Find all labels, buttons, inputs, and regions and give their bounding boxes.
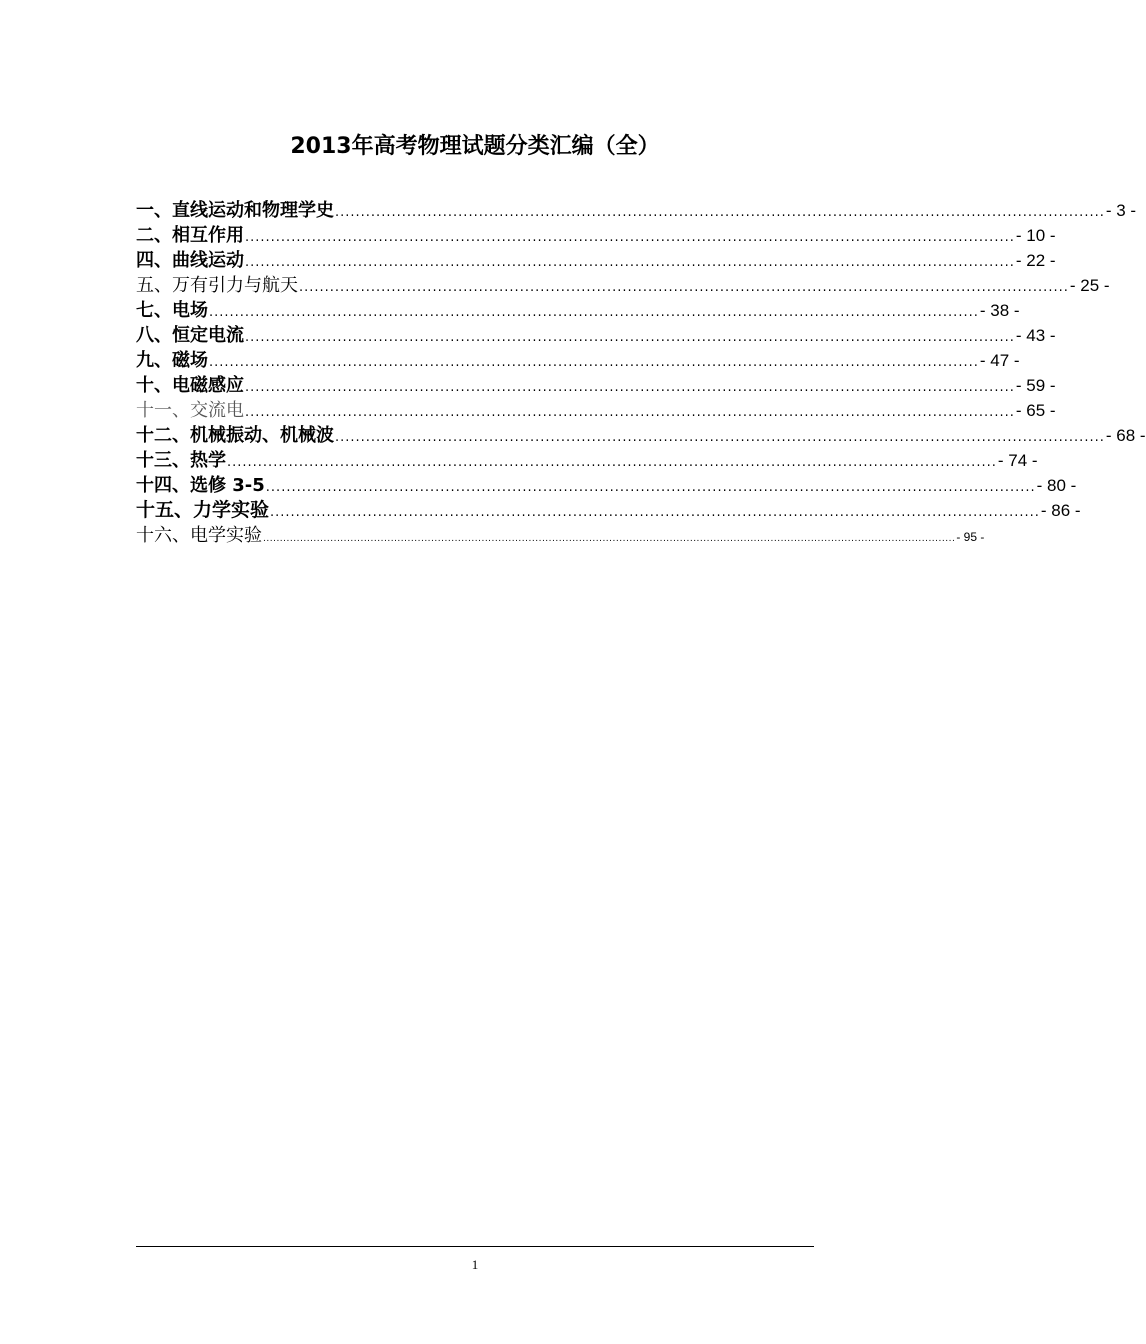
toc-entry-page: - 86 -	[1040, 501, 1081, 520]
toc-entry[interactable]	[136, 298, 1020, 323]
toc-leader-dots: ......................................................................................................................................................	[227, 455, 997, 470]
toc-entry-page: - 43 -	[1015, 326, 1056, 345]
toc-leader-dots: ......................................................................................................................................................	[209, 305, 979, 320]
toc-entry-label: 十、电磁感应	[136, 375, 244, 396]
toc-entry-label: 八、恒定电流	[136, 325, 244, 346]
toc-leader-dots: ..............................................................................................................................................................................................................	[263, 534, 956, 544]
toc-entry-page: - 65 -	[1015, 401, 1056, 420]
toc-entry-page: - 95 -	[956, 530, 985, 544]
toc-entry[interactable]	[136, 498, 1081, 523]
toc-leader-dots: ......................................................................................................................................................	[335, 430, 1105, 445]
toc-leader-dots: ......................................................................................................................................................	[245, 255, 1015, 270]
toc-leader-dots: ......................................................................................................................................................	[245, 230, 1015, 245]
toc-entry-page: - 22 -	[1015, 251, 1056, 270]
toc-entry-page: - 74 -	[997, 451, 1038, 470]
toc-leader-dots: ......................................................................................................................................................	[245, 405, 1015, 420]
toc-leader-dots: ......................................................................................................................................................	[245, 330, 1015, 345]
table-of-contents	[136, 198, 1146, 548]
toc-entry[interactable]	[136, 248, 1056, 273]
toc-entry-page: - 68 -	[1105, 426, 1146, 445]
toc-entry-page: - 10 -	[1015, 226, 1056, 245]
page-number: 1	[471, 1257, 479, 1272]
footer-divider	[136, 1246, 814, 1247]
toc-entry-label: 四、曲线运动	[136, 250, 244, 271]
toc-entry[interactable]	[136, 223, 1056, 248]
toc-entry-label: 十二、机械振动、机械波	[136, 425, 334, 446]
toc-leader-dots: ......................................................................................................................................................	[245, 380, 1015, 395]
toc-entry-label: 十三、热学	[136, 450, 226, 471]
toc-entry-page: - 38 -	[979, 301, 1020, 320]
toc-entry[interactable]	[136, 448, 1038, 473]
toc-entry[interactable]	[136, 273, 1110, 298]
toc-entry-page: - 59 -	[1015, 376, 1056, 395]
toc-entry-label: 五、万有引力与航天	[136, 275, 298, 296]
toc-entry-page: - 80 -	[1036, 476, 1077, 495]
toc-entry-label: 九、磁场	[136, 350, 208, 371]
toc-entry[interactable]	[136, 523, 985, 548]
toc-entry-label: 十五、力学实验	[136, 499, 270, 521]
toc-entry[interactable]	[136, 398, 1056, 423]
toc-entry-label: 七、电场	[136, 300, 208, 321]
toc-entry[interactable]	[136, 323, 1056, 348]
toc-entry[interactable]	[136, 198, 1137, 223]
toc-entry-label: 十四、选修 3-5	[136, 475, 265, 496]
toc-leader-dots: ......................................................................................................................................................	[270, 505, 1040, 520]
toc-entry-page: - 25 -	[1069, 276, 1110, 295]
toc-entry[interactable]	[136, 348, 1020, 373]
toc-entry-label: 二、相互作用	[136, 225, 244, 246]
document-title: 2013年高考物理试题分类汇编（全）	[290, 134, 660, 159]
toc-leader-dots: ......................................................................................................................................................	[265, 480, 1036, 495]
toc-entry-label: 十一、交流电	[136, 400, 244, 421]
toc-leader-dots: ......................................................................................................................................................	[299, 280, 1069, 295]
toc-leader-dots: ......................................................................................................................................................	[209, 355, 979, 370]
toc-entry[interactable]	[136, 473, 1077, 498]
toc-entry-label: 十六、电学实验	[136, 525, 262, 546]
toc-entry[interactable]	[136, 423, 1146, 448]
toc-entry-page: - 3 -	[1105, 201, 1137, 220]
toc-leader-dots: ......................................................................................................................................................	[335, 205, 1105, 220]
toc-entry[interactable]	[136, 373, 1056, 398]
toc-entry-label: 一、直线运动和物理学史	[136, 200, 334, 221]
toc-entry-page: - 47 -	[979, 351, 1020, 370]
